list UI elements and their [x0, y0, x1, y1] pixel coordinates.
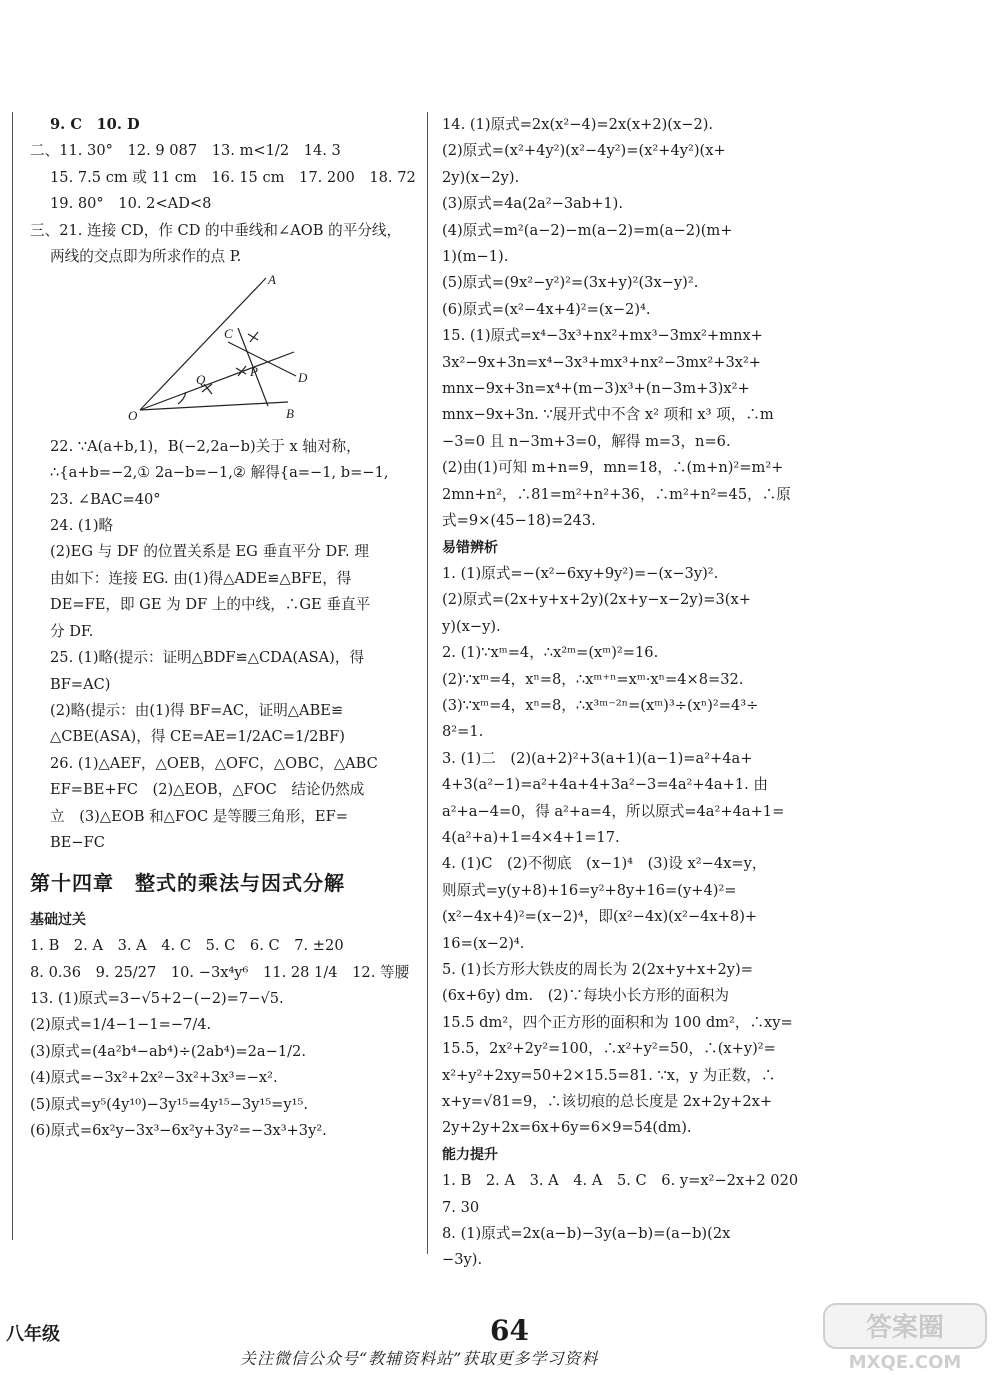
answer-line: (4)原式=−3x²+2x²−3x²+3x³=−x².	[30, 1069, 278, 1087]
answer-line: −3=0 且 n−3m+3=0，解得 m=3，n=6.	[442, 432, 731, 450]
answer-line: (3)∵xᵐ=4，xⁿ=8，∴x³ᵐ⁻²ⁿ=(xᵐ)³÷(xⁿ)²=4³÷	[442, 696, 759, 714]
answer-line: 4(a²+a)+1=4×4+1=17.	[442, 828, 620, 846]
answer-line: 3x²−9x+3n=x⁴−3x³+mx³+nx²−3mx²+3x²+	[442, 353, 762, 371]
answer-line: EF=BE+FC (2)△EOB，△FOC 结论仍然成	[50, 781, 365, 799]
answer-line: 4. (1)C (2)不彻底 (x−1)⁴ (3)设 x²−4x=y，	[442, 855, 767, 873]
answer-line: 1. B 2. A 3. A 4. C 5. C 6. C 7. ±20	[30, 937, 344, 955]
answer-line: 两线的交点即为所求作的点 P.	[50, 248, 242, 266]
answer-line: (3)原式=(4a²b⁴−ab⁴)÷(2ab⁴)=2a−1/2.	[30, 1042, 306, 1060]
answer-line: 4+3(a²−1)=a²+4a+4+3a²−3=4a²+4a+1. 由	[442, 776, 768, 794]
answer-line: 13. (1)原式=3−√5+2−(−2)=7−√5.	[30, 989, 284, 1007]
answer-line: 1. (1)原式=−(x²−6xy+9y²)=−(x−3y)².	[442, 564, 719, 582]
answer-line: 3. (1)二 (2)(a+2)²+3(a+1)(a−1)=a²+4a+	[442, 749, 753, 767]
bisector-line	[140, 352, 294, 410]
answer-line: 8²=1.	[442, 723, 484, 741]
answer-line: (5)原式=(9x²−y²)²=(3x+y)²(3x−y)².	[442, 274, 699, 292]
arc-mark	[248, 332, 258, 342]
answer-line: a²+a−4=0，得 a²+a=4，所以原式=4a²+4a+1=	[442, 802, 785, 820]
grade-label: 八年级	[6, 1324, 60, 1345]
answer-line: DE=FE，即 GE 为 DF 上的中线，∴GE 垂直平	[50, 596, 371, 614]
answer-line: 14. (1)原式=2x(x²−4)=2x(x+2)(x−2).	[442, 116, 714, 133]
label-q: Q	[196, 372, 206, 388]
label-d: D	[298, 370, 308, 386]
watermark-logo	[820, 1300, 990, 1375]
answer-line: 25. (1)略(提示：证明△BDF≌△CDA(ASA)，得	[50, 649, 365, 667]
segment-cd	[228, 342, 296, 376]
answer-line: ∴{a+b=−2,① 2a−b=−1,② 解得{a=−1, b=−1,	[50, 464, 389, 482]
watermark-bottom: MXQE.COM	[848, 1352, 962, 1373]
answer-line: (6)原式=6x²y−3x³−6x²y+3y²=−3x³+3y².	[30, 1122, 327, 1139]
answer-line: (2)EG 与 DF 的位置关系是 EG 垂直平分 DF. 理	[50, 543, 369, 561]
ray-oa	[140, 278, 266, 410]
answer-line: x+y=√81=9，∴该切痕的总长度是 2x+2y+2x+	[442, 1093, 773, 1111]
answer-line: (3)原式=4a(2a²−3ab+1).	[442, 195, 624, 213]
answer-line: mnx−9x+3n. ∵展开式中不含 x² 项和 x³ 项，∴m	[442, 406, 774, 424]
label-b: B	[286, 406, 294, 422]
label-a: A	[268, 272, 276, 288]
answer-line: (4)原式=m²(a−2)−m(a−2)=m(a−2)(m+	[442, 221, 733, 239]
answer-line: 8. (1)原式=2x(a−b)−3y(a−b)=(a−b)(2x	[442, 1225, 731, 1243]
watermark-top: 答案圈	[865, 1313, 945, 1343]
answer-line: 三、21. 连接 CD，作 CD 的中垂线和∠AOB 的平分线，	[30, 221, 402, 239]
answer-line: (2)原式=(x²+4y²)(x²−4y²)=(x²+4y²)(x+	[442, 142, 726, 160]
answer-line: 15. (1)原式=x⁴−3x³+nx²+mx³−3mx²+mnx+	[442, 327, 763, 345]
answer-line: 9. C 10. D	[50, 116, 140, 133]
answer-line: 2y)(x−2y).	[442, 168, 520, 186]
section-ability: 能力提升	[442, 1146, 498, 1163]
answer-line: 23. ∠BAC=40°	[50, 490, 161, 508]
answer-line: (6)原式=(x²−4x+4)²=(x−2)⁴.	[442, 300, 651, 318]
answer-line: y)(x−y).	[442, 617, 501, 635]
answer-line: 1)(m−1).	[442, 248, 509, 266]
answer-line: (2)∵xᵐ=4，xⁿ=8，∴xᵐ⁺ⁿ=xᵐ·xⁿ=4×8=32.	[442, 670, 744, 688]
section-basic: 基础过关	[30, 911, 86, 928]
answer-line: 26. (1)△AEF，△OEB，△OFC，△OBC，△ABC	[50, 754, 378, 772]
answer-line: 2y+2y+2x=6x+6y=6×9=54(dm).	[442, 1119, 692, 1137]
answer-line: 15.5，2x²+2y²=100，∴x²+y²=50，∴(x+y)²=	[442, 1040, 776, 1058]
answer-line: 2. (1)∵xᵐ=4，∴x²ᵐ=(xᵐ)²=16.	[442, 644, 659, 662]
answer-line: 8. 0.36 9. 25/27 10. −3x⁴y⁶ 11. 28 1/4 12. 等腰	[30, 963, 410, 981]
answer-line: 24. (1)略	[50, 517, 114, 535]
section-error: 易错辨析	[442, 539, 498, 556]
answer-line: BF=AC)	[50, 675, 111, 693]
answer-line: −3y).	[442, 1251, 483, 1269]
label-o: O	[128, 408, 138, 423]
answer-line: BE−FC	[50, 833, 105, 851]
right-column	[442, 112, 842, 1274]
answer-line: 22. ∵A(a+b,1)，B(−2,2a−b)关于 x 轴对称，	[50, 437, 361, 455]
chapter-title: 第十四章 整式的乘法与因式分解	[30, 871, 345, 896]
geometry-figure	[118, 272, 358, 422]
left-margin-rule	[12, 112, 13, 1240]
footer-note: 关注微信公众号“教辅资料站”获取更多学习资料	[240, 1349, 599, 1368]
page-number: 64	[490, 1314, 529, 1347]
answer-line: 二、11. 30° 12. 9 087 13. m<1/2 14. 3	[30, 142, 341, 160]
answer-line: 15.5 dm²，四个正方形的面积和为 100 dm²，∴xy=	[442, 1013, 793, 1031]
answer-line: (2)由(1)可知 m+n=9，mn=18，∴(m+n)²=m²+	[442, 459, 784, 477]
answer-line: (2)略(提示：由(1)得 BF=AC，证明△ABE≌	[50, 701, 344, 719]
answer-line: (5)原式=y⁵(4y¹⁰)−3y¹⁵=4y¹⁵−3y¹⁵=y¹⁵.	[30, 1095, 308, 1113]
answer-line: 7. 30	[442, 1198, 480, 1216]
label-p: P	[250, 364, 258, 380]
answer-line: 立 (3)△EOB 和△FOC 是等腰三角形，EF=	[50, 807, 348, 825]
answer-line: (2)原式=1/4−1−1=−7/4.	[30, 1016, 212, 1034]
label-c: C	[224, 326, 233, 342]
answer-line: 2mn+n²，∴81=m²+n²+36，∴m²+n²=45，∴原	[442, 485, 791, 503]
left-column	[30, 112, 416, 1144]
answer-line: 式=9×(45−18)=243.	[442, 512, 596, 530]
answer-line: (6x+6y) dm. (2)∵每块小长方形的面积为	[442, 987, 729, 1005]
answer-line: 19. 80° 10. 2<AD<8	[50, 195, 212, 213]
answer-line: x²+y²+2xy=50+2×15.5=81. ∵x，y 为正数，∴	[442, 1066, 776, 1084]
answer-line: 则原式=y(y+8)+16=y²+8y+16=(y+4)²=	[442, 881, 737, 899]
answer-line: △CBE(ASA)，得 CE=AE=1/2AC=1/2BF)	[50, 728, 345, 746]
answer-line: (2)原式=(2x+y+x+2y)(2x+y−x−2y)=3(x+	[442, 591, 751, 609]
answer-line: (x²−4x+4)²=(x−2)⁴，即(x²−4x)(x²−4x+8)+	[442, 908, 758, 926]
answer-line: mnx−9x+3n=x⁴+(m−3)x³+(n−3m+3)x²+	[442, 380, 750, 398]
answer-line: 由如下：连接 EG. 由(1)得△ADE≌△BFE，得	[50, 569, 352, 587]
answer-line: 5. (1)长方形大铁皮的周长为 2(2x+y+x+2y)=	[442, 961, 753, 978]
answer-line: 分 DF.	[50, 622, 94, 640]
ray-ob	[140, 402, 288, 410]
answer-line: 1. B 2. A 3. A 4. A 5. C 6. y=x²−2x+2 020	[442, 1172, 799, 1190]
answer-line: 16=(x−2)⁴.	[442, 934, 525, 952]
column-divider	[427, 112, 428, 1254]
answer-line: 15. 7.5 cm 或 11 cm 16. 15 cm 17. 200 18. 72	[50, 168, 416, 186]
